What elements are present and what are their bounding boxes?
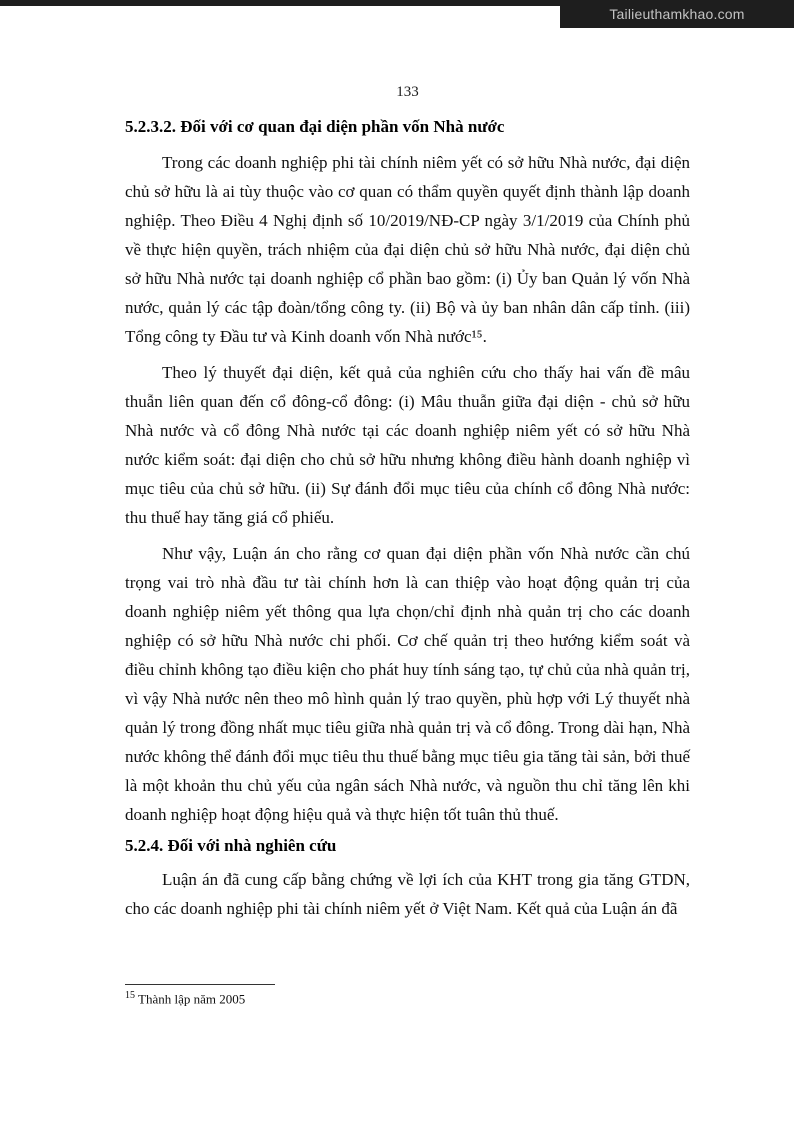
footnote <box>125 990 690 1007</box>
page-number: 133 <box>396 84 419 100</box>
paragraph-1: Trong các doanh nghiệp phi tài chính niêm yết có sở hữu Nhà nước, đại diện chủ sở hữu là ai tùy thuộc vào cơ quan có thẩm quyền quyết định thành lập doanh nghiệp. Theo Điều 4 Nghị định số 10/2019/NĐ-CP ngày 3/1/2019 của Chính phủ về thực hiện quyền, trách nhiệm của đại diện chủ sở hữu Nhà nước, đại diện chủ sở hữu Nhà nước tại doanh nghiệp cổ phần bao gồm: (i) Ủy ban Quản lý vốn Nhà nước, quản lý các tập đoàn/tổng công ty. (ii) Bộ và ủy ban nhân dân cấp tỉnh. (iii) Tổng công ty Đầu tư và Kinh doanh vốn Nhà nước¹⁵. <box>125 153 690 346</box>
footnote-marker: 15 <box>125 990 135 1001</box>
paragraph-3: Như vậy, Luận án cho rằng cơ quan đại diện phần vốn Nhà nước cần chú trọng vai trò nhà đầu tư tài chính hơn là can thiệp vào hoạt động quản trị của doanh nghiệp niêm yết thông qua lựa chọn/chỉ định nhà quản trị cho các doanh nghiệp có sở hữu Nhà nước chi phối. Cơ chế quản trị theo hướng kiểm soát và điều chỉnh không tạo điều kiện cho phát huy tính sáng tạo, tự chủ của nhà quản trị, vì vậy Nhà nước nên theo mô hình quản lý trao quyền, phù hợp với Lý thuyết nhà quản lý trong đồng nhất mục tiêu giữa nhà quản trị và cổ đông. Trong dài hạn, Nhà nước không thể đánh đổi mục tiêu thu thuế bằng mục tiêu gia tăng tài sản, bởi thuế là một khoản thu chủ yếu của ngân sách Nhà nước, và nguồn thu chỉ tăng lên khi doanh nghiệp hoạt động hiệu quả và thực hiện tốt tuân thủ thuế. <box>125 544 690 824</box>
section-heading-5-2-4: 5.2.4. Đối với nhà nghiên cứu <box>125 836 337 855</box>
footnote-area <box>125 984 690 1007</box>
footnote-separator <box>125 984 275 985</box>
paragraph-2: Theo lý thuyết đại diện, kết quả của nghiên cứu cho thấy hai vấn đề mâu thuẫn liên quan đến cổ đông-cổ đông: (i) Mâu thuẫn giữa đại diện - chủ sở hữu Nhà nước và cổ đông Nhà nước tại các doanh nghiệp niêm yết có sở hữu Nhà nước kiểm soát: đại diện cho chủ sở hữu nhưng không điều hành doanh nghiệp vì mục tiêu của chủ sở hữu. (ii) Sự đánh đổi mục tiêu của chính cổ đông Nhà nước: thu thuế hay tăng giá cổ phiếu. <box>125 363 690 527</box>
watermark-text: Tailieuthamkhao.com <box>609 6 745 22</box>
paragraph-4: Luận án đã cung cấp bằng chứng về lợi ích của KHT trong gia tăng GTDN, cho các doanh nghiệp phi tài chính niêm yết ở Việt Nam. Kết quả của Luận án đã <box>125 870 690 918</box>
section-heading-5-2-3-2: 5.2.3.2. Đối với cơ quan đại diện phần vốn Nhà nước <box>125 117 505 136</box>
footnote-text: Thành lập năm 2005 <box>135 991 246 1007</box>
